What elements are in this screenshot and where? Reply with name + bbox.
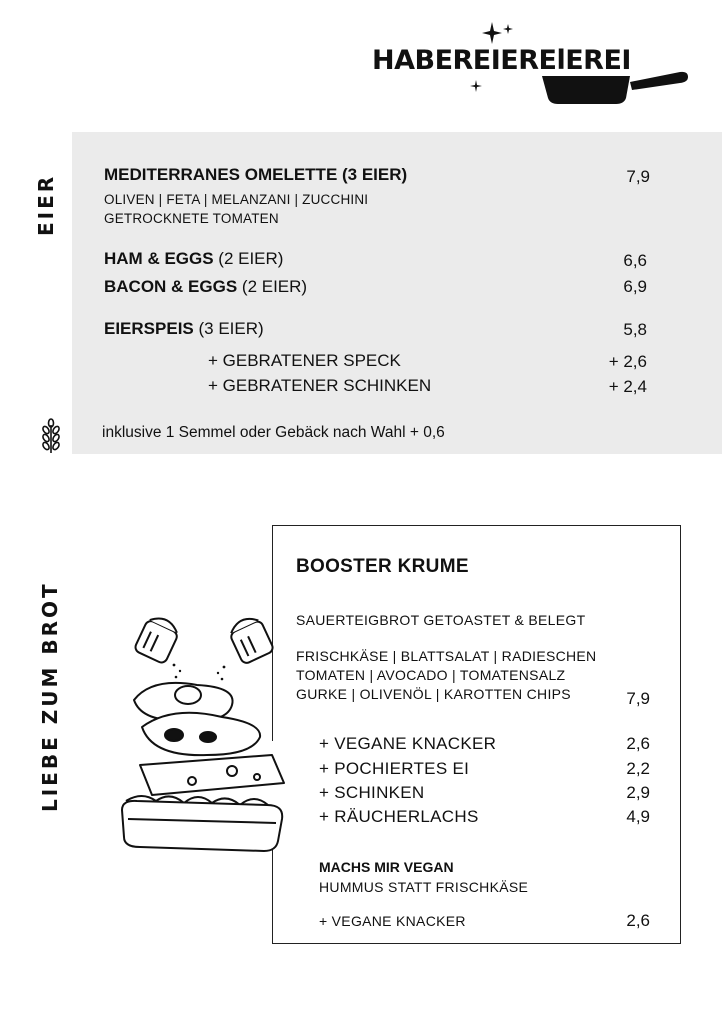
booster-title: BOOSTER KRUME — [296, 556, 469, 577]
item-name: EIERSPEIS — [104, 319, 194, 338]
booster-ingredients: FRISCHKÄSE | BLATTSALAT | RADIESCHEN — [296, 648, 597, 664]
section-title-eier: EIER — [34, 173, 58, 236]
vegan-text: HUMMUS STATT FRISCHKÄSE — [319, 879, 529, 895]
booster-price: 7,9 — [626, 689, 650, 708]
extra-item-label: + GEBRATENER SPECK — [208, 351, 401, 370]
item-name-suffix: (2 EIER) — [213, 249, 284, 268]
sandwich-illustration-icon — [112, 605, 292, 860]
booster-extra-label: + RÄUCHERLACHS — [319, 807, 479, 826]
brand-logo — [370, 20, 700, 120]
item-description: GETROCKNETE TOMATEN — [104, 211, 279, 226]
bread-note: inklusive 1 Semmel oder Gebäck nach Wahl + 0,6 — [102, 424, 445, 441]
extra-item-label: + GEBRATENER SCHINKEN — [208, 376, 432, 395]
menu-item-omelette — [104, 165, 407, 185]
booster-extra-price: 2,2 — [626, 759, 650, 778]
frying-pan-icon — [540, 68, 690, 108]
item-name: MEDITERRANES OMELETTE (3 EIER) — [104, 165, 408, 184]
item-name: HAM & EGGS — [104, 249, 214, 268]
menu-item-ham-eggs — [104, 249, 283, 269]
booster-extra-price: 2,6 — [626, 734, 650, 753]
item-price: 6,9 — [623, 277, 647, 296]
vegan-extra-label: + VEGANE KNACKER — [319, 913, 466, 929]
booster-extra-price: 2,9 — [626, 783, 650, 802]
item-name-suffix: (2 EIER) — [237, 277, 308, 296]
vegan-extra-price: 2,6 — [626, 911, 650, 930]
extra-item-price: + 2,4 — [608, 377, 647, 396]
menu-item-bacon-eggs — [104, 277, 307, 297]
item-price: 7,9 — [626, 167, 650, 186]
vegan-title: MACHS MIR VEGAN — [319, 859, 454, 875]
item-price: 6,6 — [623, 251, 647, 270]
booster-extra-label: + POCHIERTES EI — [319, 759, 470, 778]
item-description: OLIVEN | FETA | MELANZANI | ZUCCHINI — [104, 192, 369, 207]
sparkle-icon — [470, 80, 482, 92]
menu-item-eierspeis — [104, 319, 264, 339]
wheat-icon — [38, 417, 64, 455]
item-name: BACON & EGGS — [104, 277, 238, 296]
booster-extra-price: 4,9 — [626, 807, 650, 826]
booster-ingredients: GURKE | OLIVENÖL | KAROTTEN CHIPS — [296, 686, 571, 702]
item-name-suffix: (3 EIER) — [193, 319, 264, 338]
booster-extra-label: + VEGANE KNACKER — [319, 734, 497, 753]
booster-ingredients: TOMATEN | AVOCADO | TOMATENSALZ — [296, 667, 566, 683]
extra-item-price: + 2,6 — [608, 352, 647, 371]
section-title-liebe-zum-brot: LIEBE ZUM BROT — [38, 581, 62, 812]
item-price: 5,8 — [623, 320, 647, 339]
booster-subtitle: SAUERTEIGBROT GETOASTET & BELEGT — [296, 612, 586, 628]
logo-text: HABEREIERElEREI — [372, 45, 631, 76]
booster-extra-label: + SCHINKEN — [319, 783, 425, 802]
